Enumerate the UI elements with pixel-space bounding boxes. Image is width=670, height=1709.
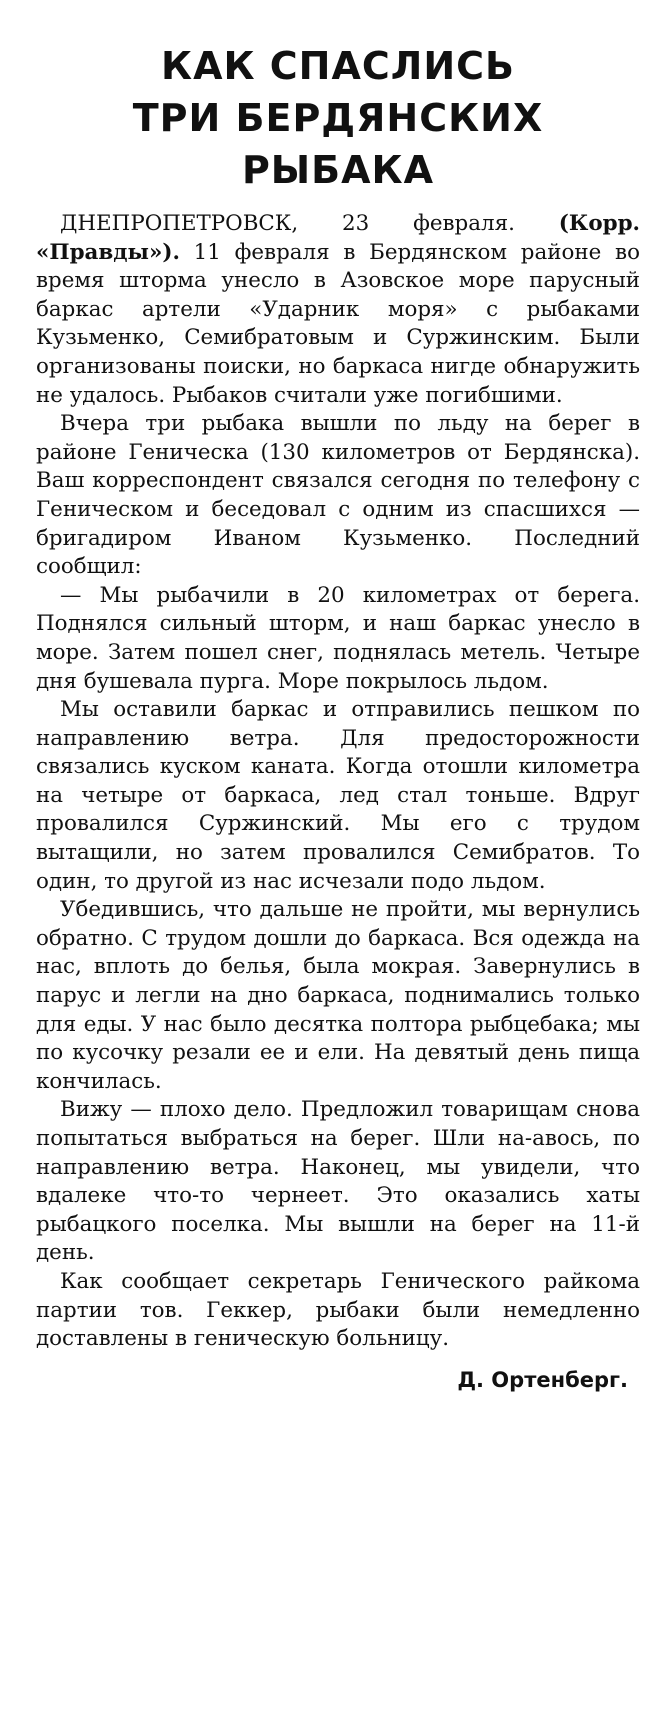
article-paragraph-3: — Мы рыбачили в 20 километрах от берега. Поднялся сильный шторм, и наш баркас унесло в море. Затем пошел снег, поднялась метель. Четыре дня бушевала пурга. Море покрылось льдом. (36, 582, 640, 694)
dateline: ДНЕПРОПЕТРОВСК, 23 февраля. (60, 211, 515, 236)
article-paragraph-6: Вижу — плохо дело. Предложил товарищам снова попытаться выбраться на берег. Шли на-авось, по направлению ветра. Наконец, мы увидели, что вдалеке что-то чернеет. Это оказались хаты рыбацкого поселка. Мы вышли на берег на 11-й день. (36, 1097, 640, 1266)
article-paragraph-4: Мы оставили баркас и отправились пешком по направлению ветра. Для предосторожности связались куском каната. Когда отошли километра на четыре от баркаса, лед стал тоньше. Вдруг провалился Суржинский. Мы его с трудом вытащили, но затем провалился Семибратов. То один, то другой из нас исчезали подо льдом. (36, 697, 640, 894)
paragraph-text: 11 февраля в Бердянском районе во время шторма унесло в Азовское море парусный баркас артели «Ударник моря» с рыбаками Кузьменко, Семибратовым и Суржинским. Были организованы поиски, но баркаса нигде обнаружить не удалось. Рыбаков считали уже погибшими. (36, 239, 640, 408)
source-credit: (Корр. «Правды»). (36, 211, 640, 265)
headline-line-3: РЫБАКА (241, 148, 435, 192)
article-paragraph-1 (36, 210, 640, 410)
article-body (36, 210, 640, 1354)
article-paragraph-5: Убедившись, что дальше не пройти, мы вернулись обратно. С трудом дошли до баркаса. Вся одежда на нас, вплоть до белья, была мокрая. Завернулись в парус и легли на дно баркаса, поднимались только для еды. У нас было десятка полтора рыбцебака; мы по кусочку резали ее и ели. На девятый день пища кончилась. (36, 897, 640, 1094)
headline-line-2: ТРИ БЕРДЯНСКИХ (132, 96, 544, 140)
newspaper-article (36, 40, 640, 1392)
article-paragraph-7: Как сообщает секретарь Генического райкома партии тов. Геккер, рыбаки были немедленно доставлены в геническую больницу. (36, 1268, 640, 1352)
article-headline (36, 40, 640, 196)
author-signature: Д. Ортенберг. (457, 1367, 628, 1392)
headline-line-1: КАК СПАСЛИСЬ (161, 44, 515, 88)
article-paragraph-2: Вчера три рыбака вышли по льду на берег в районе Геничеcка (130 километров от Бердянска). Ваш корреспондент связался сегодня по телефону с Геническом и беседовал с одним из спасшихся — бригадиром Иваном Кузьменко. Последний сообщил: (36, 411, 640, 580)
